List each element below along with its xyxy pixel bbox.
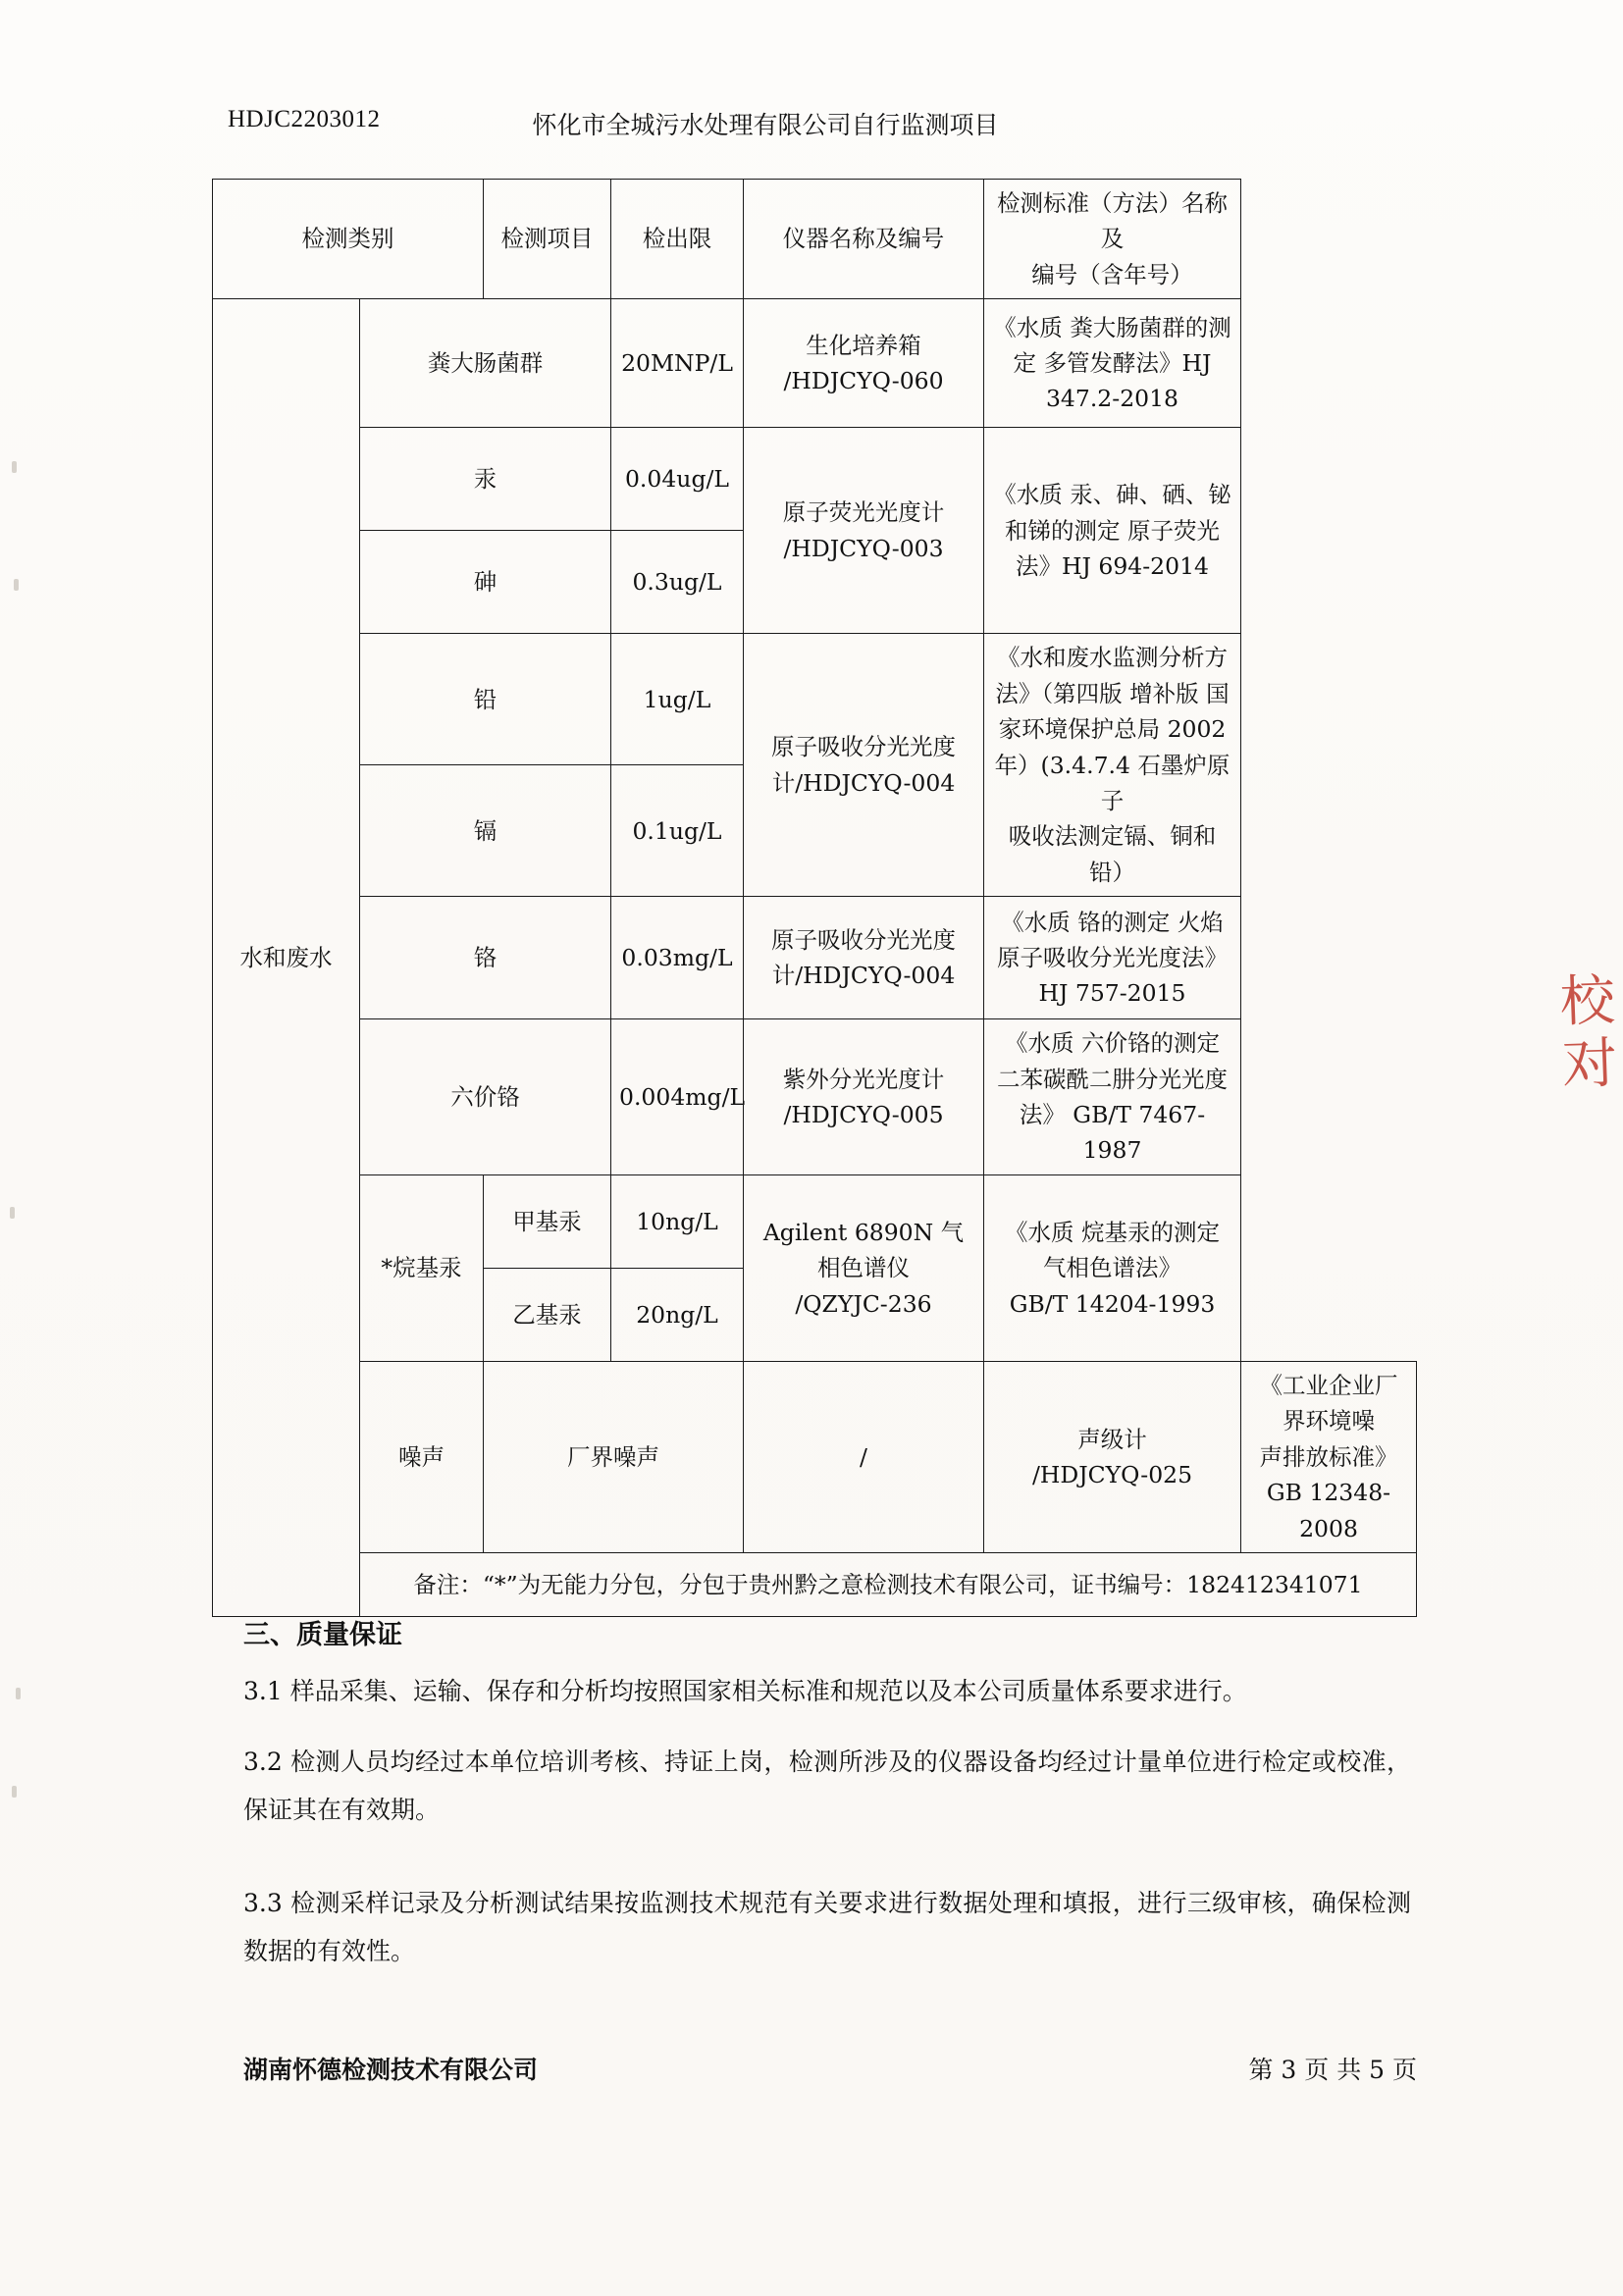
monitoring-items-table (212, 179, 1417, 1617)
column-header-limit: 检出限 (611, 180, 744, 299)
column-header-item: 检测项目 (484, 180, 611, 299)
column-header-category: 检测类别 (213, 180, 484, 299)
table-row (213, 299, 1417, 428)
scan-speck (14, 579, 19, 591)
cell-sub-item: 甲基汞 (484, 1174, 611, 1268)
table-header-row (213, 180, 1417, 299)
cell-instrument: 生化培养箱 /HDJCYQ-060 (744, 299, 984, 428)
cell-limit: / (744, 1361, 984, 1552)
document-title: 怀化市全城污水处理有限公司自行监测项目 (532, 111, 999, 139)
table-row (213, 428, 1417, 531)
paragraph-3-2: 3.2 检测人员均经过本单位培训考核、持证上岗，检测所涉及的仪器设备均经过计量单位进行检定或校准，保证其在有效期。 (243, 1748, 1411, 1824)
cell-item: 铅 (360, 634, 611, 765)
cell-instrument: 原子荧光光度计 /HDJCYQ-003 (744, 428, 984, 634)
cell-limit: 1ug/L (611, 634, 744, 765)
cell-limit: 0.03mg/L (611, 897, 744, 1019)
cell-category-water: 水和废水 (213, 299, 360, 1617)
cell-instrument: Agilent 6890N 气 相色谱仪 /QZYJC-236 (744, 1174, 984, 1361)
footer-page-number: 第 3 页 共 5 页 (1248, 2056, 1417, 2084)
cell-instrument: 紫外分光光度计 /HDJCYQ-005 (744, 1019, 984, 1175)
table-row (213, 1174, 1417, 1268)
cell-item: 粪大肠菌群 (360, 299, 611, 428)
table-row (213, 1361, 1417, 1552)
table-row (213, 634, 1417, 765)
scan-speck (12, 1786, 17, 1798)
cell-instrument: 原子吸收分光光度 计/HDJCYQ-004 (744, 634, 984, 897)
cell-limit: 0.3ug/L (611, 531, 744, 634)
cell-standard: 《水质 铬的测定 火焰 原子吸收分光光度法》 HJ 757-2015 (984, 897, 1241, 1019)
section-title-quality-assurance: 三、质量保证 (243, 1620, 402, 1650)
table-row (213, 1019, 1417, 1175)
cell-standard: 《水质 烷基汞的测定 气相色谱法》 GB/T 14204-1993 (984, 1174, 1241, 1361)
cell-item: 铬 (360, 897, 611, 1019)
table-row (213, 897, 1417, 1019)
scan-speck (10, 1207, 15, 1219)
cell-standard: 《水质 六价铬的测定 二苯碳酰二肼分光光度 法》 GB/T 7467-1987 (984, 1019, 1241, 1175)
cell-limit: 20ng/L (611, 1268, 744, 1361)
table-note: 备注：“*”为无能力分包，分包于贵州黔之意检测技术有限公司，证书编号：182412341071 (360, 1553, 1417, 1617)
paragraph-3-1: 3.1 样品采集、运输、保存和分析均按照国家相关标准和规范以及本公司质量体系要求进行。 (243, 1677, 1247, 1705)
scan-speck (12, 461, 17, 473)
column-header-instrument: 仪器名称及编号 (744, 180, 984, 299)
footer-company-name: 湖南怀德检测技术有限公司 (243, 2056, 539, 2084)
cell-limit: 10ng/L (611, 1174, 744, 1268)
cell-item-group: *烷基汞 (360, 1174, 484, 1361)
table-note-row (213, 1553, 1417, 1617)
page-header (0, 106, 1623, 145)
cell-standard: 《水和废水监测分析方 法》（第四版 增补版 国 家环境保护总局 2002 年）(3.4.7.4 石墨炉原子 吸收法测定镉、铜和铅） (984, 634, 1241, 897)
scan-speck (16, 1688, 21, 1699)
cell-item: 砷 (360, 531, 611, 634)
cell-limit: 0.004mg/L (611, 1019, 744, 1175)
cell-item: 镉 (360, 765, 611, 897)
cell-instrument: 声级计 /HDJCYQ-025 (984, 1361, 1241, 1552)
cell-limit: 0.04ug/L (611, 428, 744, 531)
cell-standard: 《工业企业厂界环境噪 声排放标准》 GB 12348-2008 (1241, 1361, 1417, 1552)
cell-category-noise: 噪声 (360, 1361, 484, 1552)
cell-standard: 《水质 汞、砷、硒、铋 和锑的测定 原子荧光 法》HJ 694-2014 (984, 428, 1241, 634)
handwritten-annotation: 校对 (1549, 970, 1619, 1099)
paragraph-3-3: 3.3 检测采样记录及分析测试结果按监测技术规范有关要求进行数据处理和填报，进行三级审核，确保检测数据的有效性。 (243, 1889, 1411, 1965)
cell-sub-item: 乙基汞 (484, 1268, 611, 1361)
cell-limit: 20MNP/L (611, 299, 744, 428)
cell-instrument: 原子吸收分光光度 计/HDJCYQ-004 (744, 897, 984, 1019)
cell-item: 六价铬 (360, 1019, 611, 1175)
cell-item: 汞 (360, 428, 611, 531)
cell-limit: 0.1ug/L (611, 765, 744, 897)
cell-item: 厂界噪声 (484, 1361, 744, 1552)
column-header-standard: 检测标准（方法）名称及 编号（含年号） (984, 180, 1241, 299)
document-code: HDJC2203012 (228, 106, 381, 132)
cell-standard: 《水质 粪大肠菌群的测 定 多管发酵法》HJ 347.2-2018 (984, 299, 1241, 428)
